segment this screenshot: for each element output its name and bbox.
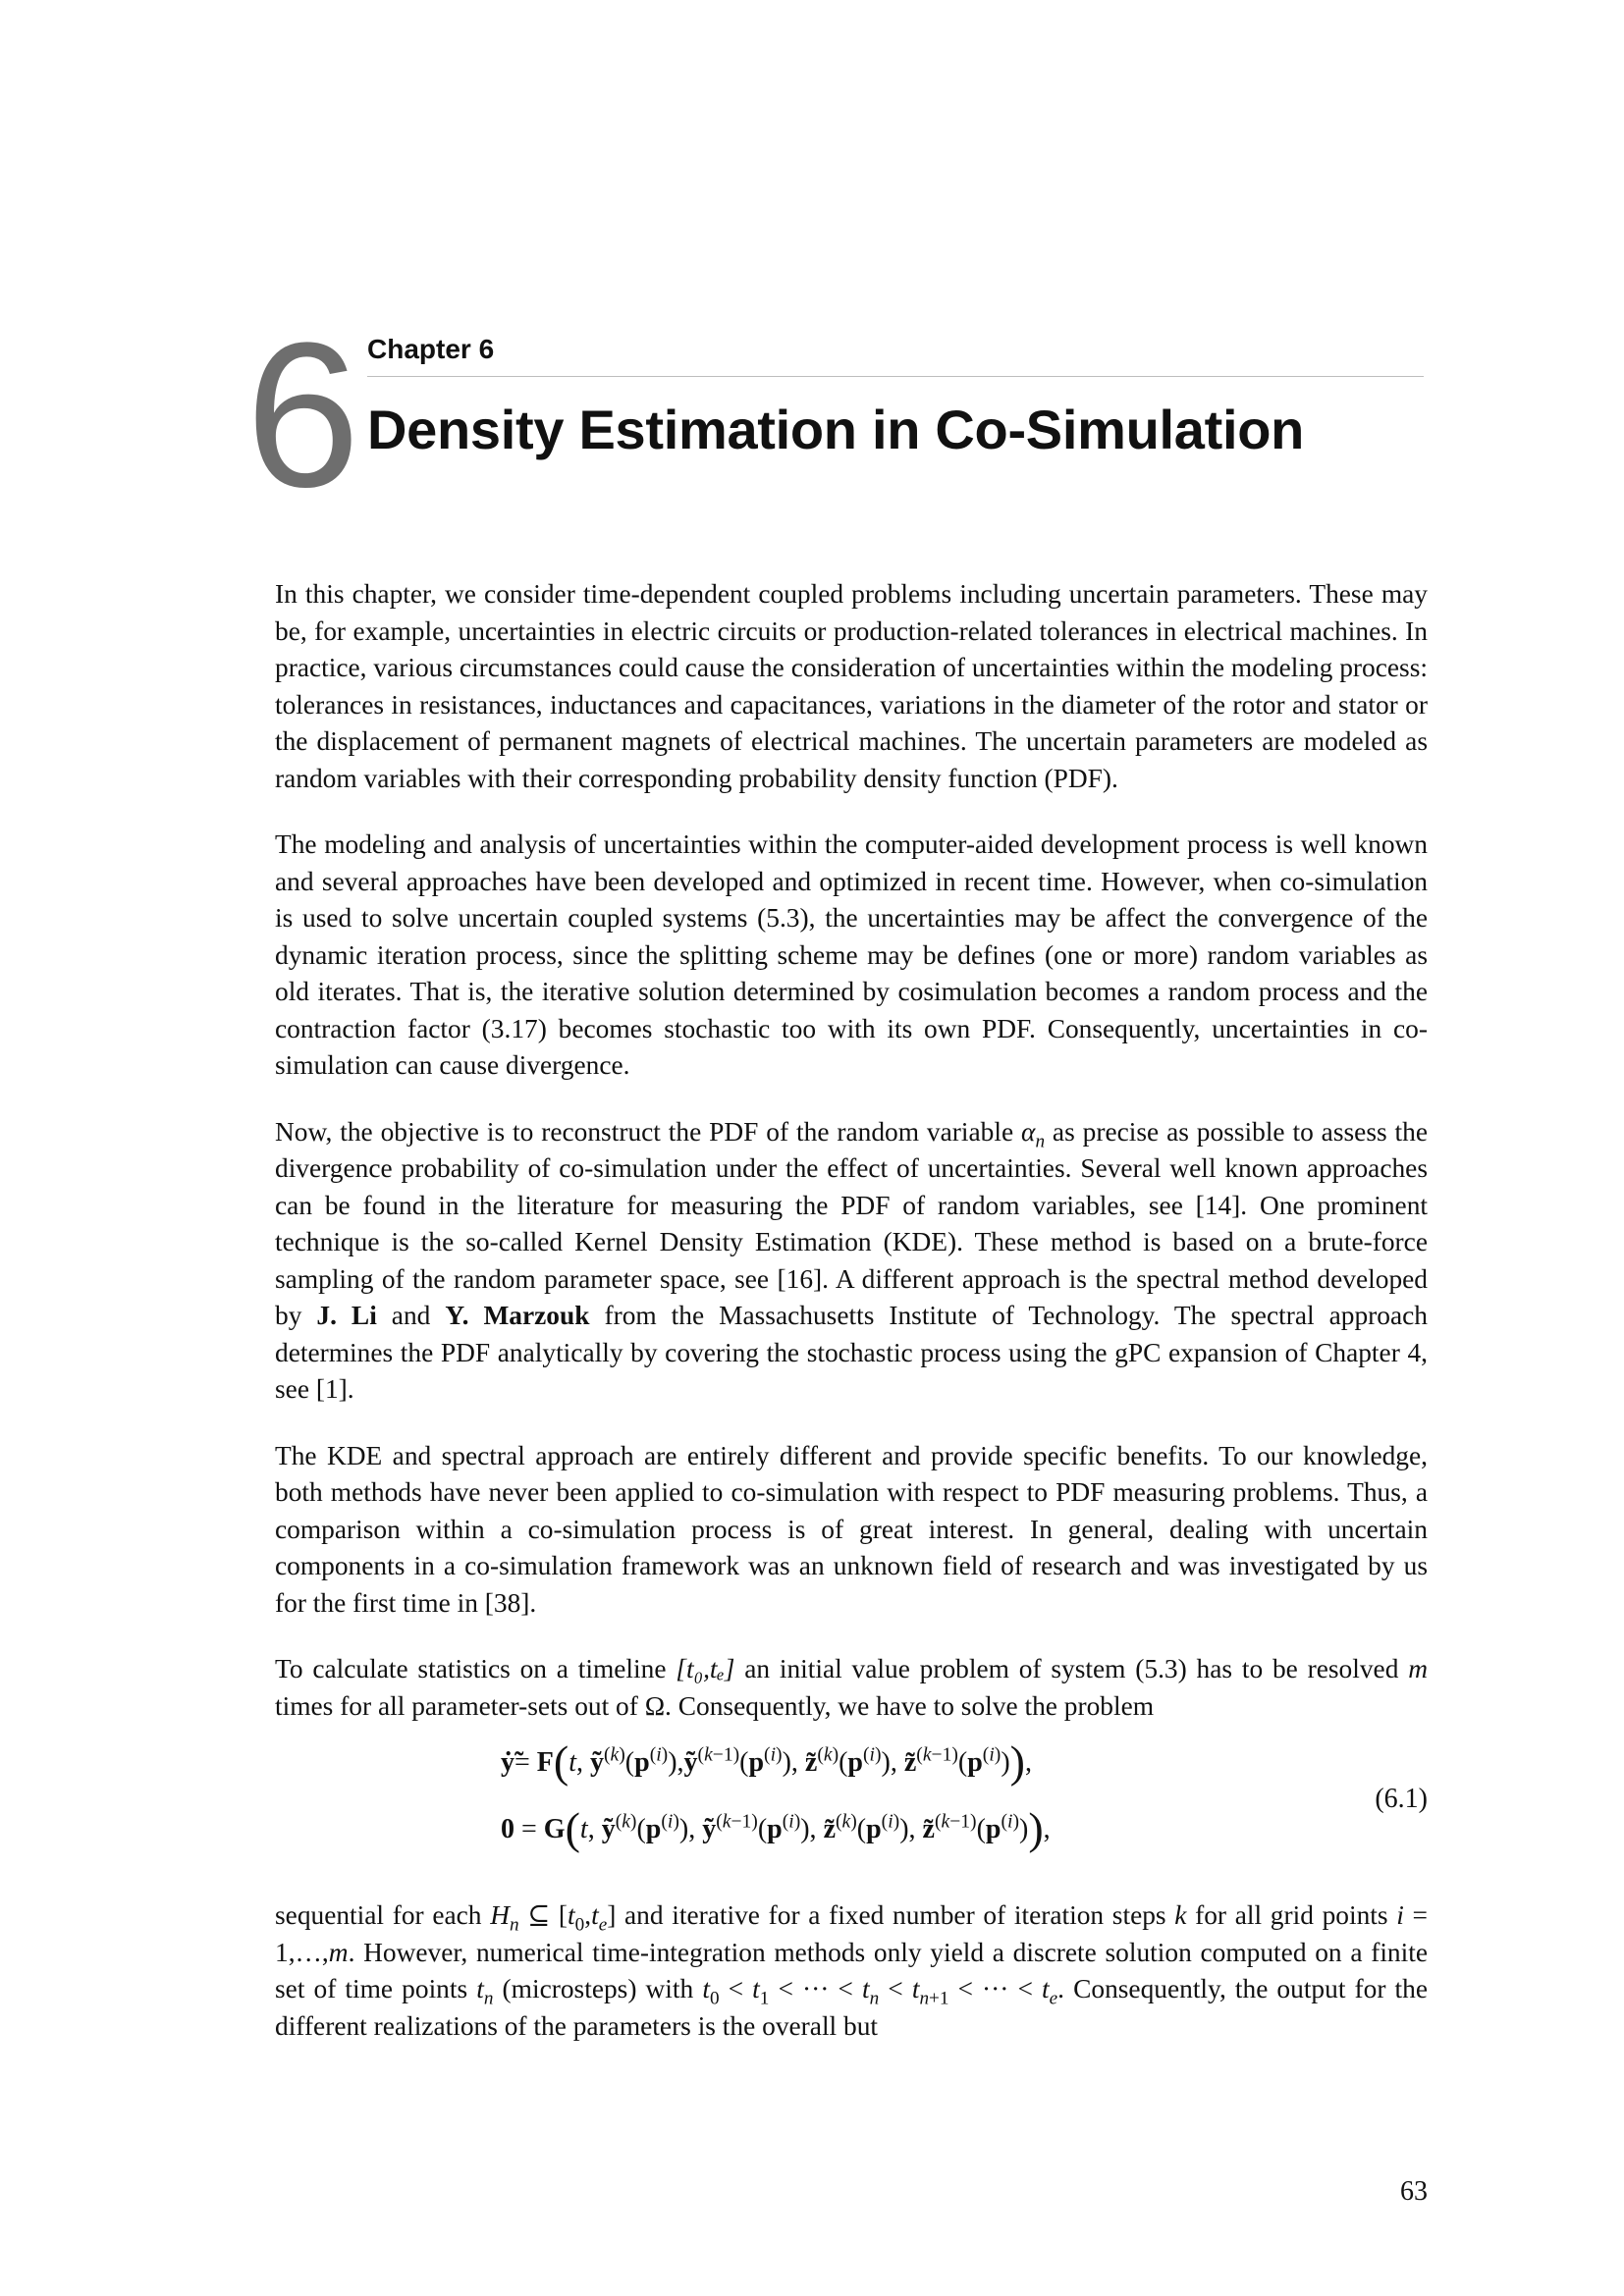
chapter-title: Density Estimation in Co-Simulation [367, 399, 1305, 460]
paragraph-objective: Now, the objective is to reconstruct the PDF of the random variable $\alpha_n$ as precise as possible to assess the divergence probability of co-simulation under the effect of uncertainties. Several well known approaches can be found in the literature for measuring the PDF of random variables, see [14]. One prominent technique is the so-called Kernel Density Estimation (KDE). These method is based on a brute-force sampling of the random parameter space, see [16]. A different approach is the spectral method developed by J. Li and Y. Marzouk from the Massachusetts Institute of Technology. The spectral approach determines the PDF analytically by covering the stochastic process using the gPC expansion of Chapter 4, see [1]. [275, 1116, 1428, 1404]
paragraph-statistics: To calculate statistics on a timeline [t₀,tₑ] an initial value problem of system (5.3) has to be resolved m times for all parameter-sets out of Ω. Consequently, we have to solve the problem [275, 1654, 1428, 1721]
paragraph-comparison: The KDE and spectral approach are entirely different and provide specific benefits. To our knowledge, both methods have never been applied to co-simulation with respect to PDF measuring problems. Thus, a comparison within a co-simulation process is of great interest. In general, dealing with uncertain components in a co-simulation framework was an unknown field of research and was investigated by us for the first time in [38]. [275, 1440, 1428, 1618]
chapter-rule [367, 376, 1424, 377]
equation-line-1: ẏ̃= F(t, $ỹ^{(k)}(p^{(i)}),ỹ^{(k-1)}(p^{(i)})$, $z̃^{(k)}(p^{(i)})$, $z̃^{(k-1)}(p^{(i)})$), [501, 1736, 1032, 1787]
author-marzouk: Y. Marzouk [445, 1301, 590, 1330]
equation-line-2: 0 = G(t, $ỹ^{(k)}(p^{(i)})$, $ỹ^{(k-1)}(p^{(i)})$, $z̃^{(k)}(p^{(i)})$, $z̃^{(k-1)}(p^{(i)})$), [501, 1803, 1051, 1853]
body-text [275, 576, 1428, 2074]
chapter-number: 6 [245, 299, 360, 530]
chapter-label: Chapter 6 [367, 334, 495, 364]
paragraph-intro: In this chapter, we consider time-dependent coupled problems including uncertain parameters. These may be, for example, uncertainties in electric circuits or production-related tolerances in electrical machines. In practice, various circumstances could cause the consideration of uncertainties within the modeling process: tolerances in resistances, inductances and capacitances, variations in the diameter of the rotor and stator or the displacement of permanent magnets of electrical machines. The uncertain parameters are modeled as random variables with their corresponding probability density function (PDF). [275, 579, 1428, 793]
equation-6-1 [275, 1735, 1428, 1882]
alpha-symbol: α [1021, 1116, 1036, 1147]
paragraph-sequential: sequential for each $H_n$ ⊆ $[t_0,t_e]$ and iterative for a fixed number of iteration steps k for all grid points i = 1,…,m. However, numerical time-integration methods only yield a discrete solution computed on a finite set of time points $t_n$ (microsteps) with $t_0 < t_1$ < ··· < $t_n < t_{n+1}$ < ··· < $t_e$. Consequently, the output for the different realizations of the parameters is the overall but [275, 1900, 1428, 2041]
author-li: J. Li [316, 1301, 377, 1330]
equation-number: (6.1) [1375, 1784, 1428, 1814]
page-number: 63 [1400, 2176, 1428, 2207]
paragraph-modeling: The modeling and analysis of uncertainties within the computer-aided development process is well known and several approaches have been developed and optimized in recent time. However, when co-simulation is used to solve uncertain coupled systems (5.3), the uncertainties may be affect the convergence of the dynamic iteration process, since the splitting scheme may be defines (one or more) random variables as old iterates. That is, the iterative solution determined by cosimulation becomes a random process and the contraction factor (3.17) becomes stochastic too with its own PDF. Consequently, uncertainties in co-simulation can cause divergence. [275, 829, 1428, 1080]
